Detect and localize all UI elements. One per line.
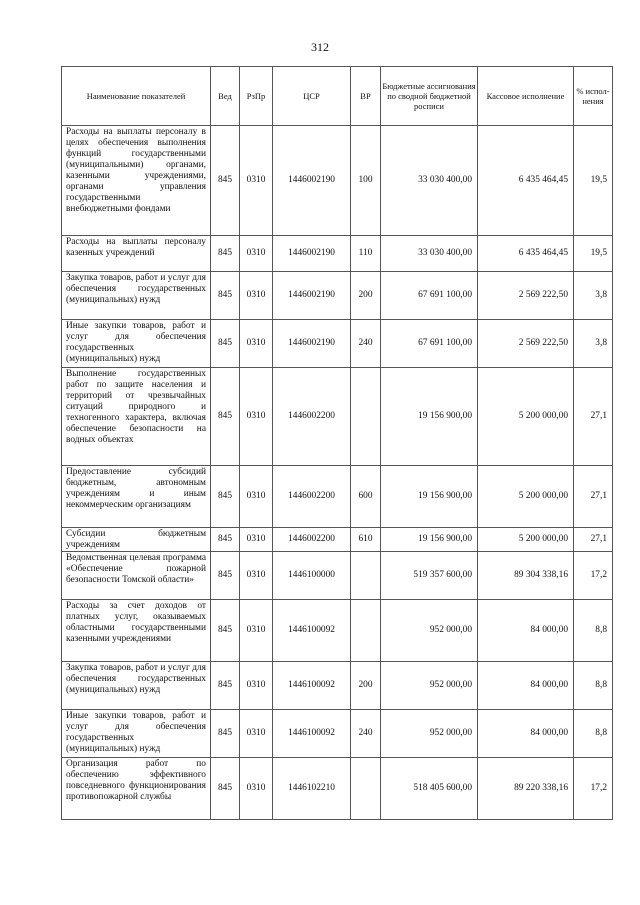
- cell-allocation: 952 000,00: [381, 662, 478, 710]
- cell-ved: 845: [211, 320, 240, 368]
- cell-name: Выполнение государственных работ по защите населения и территорий от чрезвычайных ситуаций природного и техногенного характера, включая обеспечение безопасности на водных объектах: [62, 368, 211, 466]
- cell-csr: 1446002200: [273, 466, 351, 528]
- cell-csr: 1446100092: [273, 600, 351, 662]
- header-alloc: Бюджетные ассигнования по сводной бюджетной росписи: [381, 67, 478, 126]
- cell-cash-execution: 84 000,00: [478, 710, 574, 758]
- cell-vr: 200: [351, 662, 381, 710]
- table-body: [62, 126, 613, 820]
- cell-vr: [351, 368, 381, 466]
- cell-execution-percent: 3,8: [574, 272, 613, 320]
- cell-cash-execution: 84 000,00: [478, 600, 574, 662]
- cell-allocation: 33 030 400,00: [381, 126, 478, 236]
- cell-cash-execution: 6 435 464,45: [478, 236, 574, 272]
- cell-csr: 1446002190: [273, 236, 351, 272]
- cell-cash-execution: 2 569 222,50: [478, 320, 574, 368]
- table-row: [62, 662, 613, 710]
- cell-vr: 610: [351, 528, 381, 552]
- cell-cash-execution: 5 200 000,00: [478, 528, 574, 552]
- cell-csr: 1446002190: [273, 320, 351, 368]
- table-row: [62, 758, 613, 820]
- cell-csr: 1446102210: [273, 758, 351, 820]
- cell-rzpr: 0310: [240, 710, 273, 758]
- cell-vr: 110: [351, 236, 381, 272]
- cell-csr: 1446002200: [273, 528, 351, 552]
- header-csr: ЦСР: [273, 67, 351, 126]
- cell-name: Закупка товаров, работ и услуг для обеспечения государственных (муниципальных) нужд: [62, 272, 211, 320]
- cell-vr: [351, 758, 381, 820]
- cell-ved: 845: [211, 466, 240, 528]
- cell-allocation: 19 156 900,00: [381, 528, 478, 552]
- cell-rzpr: 0310: [240, 528, 273, 552]
- cell-rzpr: 0310: [240, 466, 273, 528]
- table-row: [62, 600, 613, 662]
- cell-csr: 1446002190: [273, 126, 351, 236]
- cell-ved: 845: [211, 528, 240, 552]
- cell-execution-percent: 3,8: [574, 320, 613, 368]
- cell-vr: [351, 600, 381, 662]
- table-header-row: [62, 67, 613, 126]
- cell-cash-execution: 84 000,00: [478, 662, 574, 710]
- cell-ved: 845: [211, 552, 240, 600]
- cell-name: Расходы за счет доходов от платных услуг, оказываемых областными государственными казенными учреждениями: [62, 600, 211, 662]
- cell-cash-execution: 5 200 000,00: [478, 466, 574, 528]
- table-row: [62, 272, 613, 320]
- cell-name: Закупка товаров, работ и услуг для обеспечения государственных (муниципальных) нужд: [62, 662, 211, 710]
- cell-rzpr: 0310: [240, 758, 273, 820]
- cell-execution-percent: 8,8: [574, 600, 613, 662]
- cell-allocation: 19 156 900,00: [381, 466, 478, 528]
- cell-vr: 240: [351, 710, 381, 758]
- cell-execution-percent: 8,8: [574, 710, 613, 758]
- cell-vr: [351, 552, 381, 600]
- page-number: 312: [311, 40, 329, 54]
- table-row: [62, 528, 613, 552]
- cell-execution-percent: 8,8: [574, 662, 613, 710]
- table-row: [62, 126, 613, 236]
- table-row: [62, 320, 613, 368]
- table-row: [62, 368, 613, 466]
- cell-cash-execution: 6 435 464,45: [478, 126, 574, 236]
- cell-ved: 845: [211, 758, 240, 820]
- cell-execution-percent: 19,5: [574, 126, 613, 236]
- cell-rzpr: 0310: [240, 552, 273, 600]
- table-row: [62, 466, 613, 528]
- header-cash: Кассовое исполнение: [478, 67, 574, 126]
- cell-cash-execution: 5 200 000,00: [478, 368, 574, 466]
- cell-csr: 1446002200: [273, 368, 351, 466]
- table-row: [62, 236, 613, 272]
- cell-rzpr: 0310: [240, 662, 273, 710]
- cell-allocation: 519 357 600,00: [381, 552, 478, 600]
- cell-name: Субсидии бюджетным учреждениям: [62, 528, 211, 552]
- cell-rzpr: 0310: [240, 320, 273, 368]
- cell-name: Иные закупки товаров, работ и услуг для обеспечения государственных (муниципальных) нужд: [62, 710, 211, 758]
- cell-allocation: 952 000,00: [381, 600, 478, 662]
- cell-cash-execution: 89 304 338,16: [478, 552, 574, 600]
- cell-execution-percent: 17,2: [574, 552, 613, 600]
- cell-name: Расходы на выплаты персоналу в целях обеспечения выполнения функций государственными (муниципальными) органами, казенными учреждениями, органами управления государственными внебюджетными фондами: [62, 126, 211, 236]
- cell-allocation: 67 691 100,00: [381, 272, 478, 320]
- cell-name: Ведомственная целевая программа «Обеспечение пожарной безопасности Томской области»: [62, 552, 211, 600]
- header-ved: Вед: [211, 67, 240, 126]
- cell-allocation: 19 156 900,00: [381, 368, 478, 466]
- cell-execution-percent: 27,1: [574, 368, 613, 466]
- cell-rzpr: 0310: [240, 126, 273, 236]
- cell-csr: 1446002190: [273, 272, 351, 320]
- cell-csr: 1446100092: [273, 710, 351, 758]
- cell-rzpr: 0310: [240, 272, 273, 320]
- cell-allocation: 518 405 600,00: [381, 758, 478, 820]
- cell-name: Иные закупки товаров, работ и услуг для обеспечения государственных (муниципальных) нужд: [62, 320, 211, 368]
- cell-name: Организация работ по обеспечению эффективного повседневного функционирования противопожарной службы: [62, 758, 211, 820]
- budget-execution-table: [61, 66, 613, 820]
- cell-vr: 100: [351, 126, 381, 236]
- cell-ved: 845: [211, 662, 240, 710]
- cell-vr: 200: [351, 272, 381, 320]
- cell-ved: 845: [211, 236, 240, 272]
- cell-cash-execution: 89 220 338,16: [478, 758, 574, 820]
- cell-csr: 1446100000: [273, 552, 351, 600]
- cell-allocation: 67 691 100,00: [381, 320, 478, 368]
- header-vr: ВР: [351, 67, 381, 126]
- cell-allocation: 33 030 400,00: [381, 236, 478, 272]
- cell-execution-percent: 27,1: [574, 466, 613, 528]
- cell-execution-percent: 17,2: [574, 758, 613, 820]
- cell-csr: 1446100092: [273, 662, 351, 710]
- cell-cash-execution: 2 569 222,50: [478, 272, 574, 320]
- cell-rzpr: 0310: [240, 236, 273, 272]
- cell-ved: 845: [211, 368, 240, 466]
- header-pct: % испол-нения: [574, 67, 613, 126]
- cell-name: Расходы на выплаты персоналу казенных учреждений: [62, 236, 211, 272]
- cell-execution-percent: 19,5: [574, 236, 613, 272]
- cell-ved: 845: [211, 710, 240, 758]
- table-row: [62, 552, 613, 600]
- header-name: Наименование показателей: [62, 67, 211, 126]
- cell-name: Предоставление субсидий бюджетным, автономным учреждениям и иным некоммерческим организациям: [62, 466, 211, 528]
- cell-ved: 845: [211, 600, 240, 662]
- cell-ved: 845: [211, 272, 240, 320]
- header-rzpr: РзПр: [240, 67, 273, 126]
- cell-vr: 240: [351, 320, 381, 368]
- cell-rzpr: 0310: [240, 600, 273, 662]
- cell-vr: 600: [351, 466, 381, 528]
- cell-ved: 845: [211, 126, 240, 236]
- cell-rzpr: 0310: [240, 368, 273, 466]
- cell-allocation: 952 000,00: [381, 710, 478, 758]
- table-row: [62, 710, 613, 758]
- cell-execution-percent: 27,1: [574, 528, 613, 552]
